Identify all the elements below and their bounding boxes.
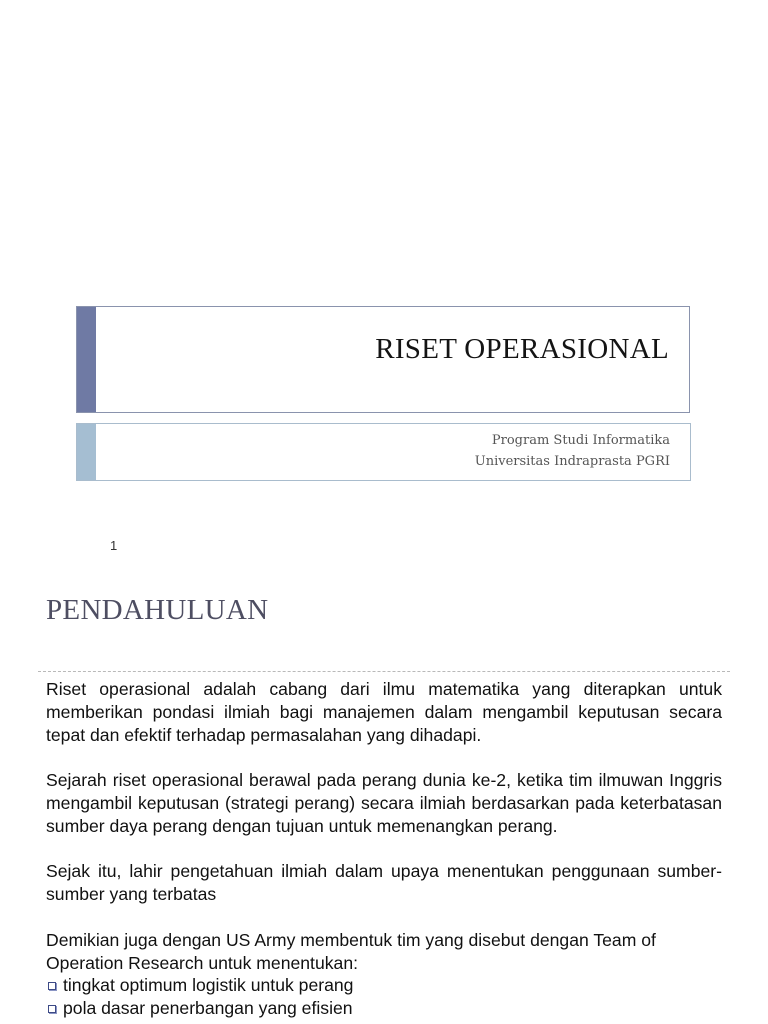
title-box [76, 306, 690, 413]
subtitle-line-university: Universitas Indraprasta PGRI [474, 454, 670, 469]
bullet-list [46, 974, 722, 1020]
title-accent-bar [77, 307, 96, 412]
dotted-divider [38, 671, 730, 672]
paragraph-since: Sejak itu, lahir pengetahuan ilmiah dalam upaya menentukan penggunaan sumber-sumber yang terbatas [46, 861, 722, 905]
paragraph-history: Sejarah riset operasional berawal pada perang dunia ke-2, ketika tim ilmuwan Inggris mengambil keputusan (strategi perang) secara ilmiah berdasarkan pada keterbatasan sumber daya perang dengan tujuan untuk memenangkan perang. [46, 770, 722, 836]
subtitle-box [76, 423, 691, 481]
section-heading: PENDAHULUAN [46, 594, 269, 626]
paragraph-us-army: Demikian juga dengan US Army membentuk tim yang disebut dengan Team of Operation Research untuk menentukan: [46, 929, 656, 973]
page-number: 1 [110, 538, 118, 553]
list-item [46, 974, 722, 997]
list-item [46, 997, 722, 1020]
subtitle-line-program: Program Studi Informatika [491, 433, 670, 448]
square-bullet-icon [48, 982, 56, 990]
slide-title: RISET OPERASIONAL [375, 333, 669, 365]
square-bullet-icon [48, 1005, 56, 1013]
list-item-text: tingkat optimum logistik untuk perang [63, 975, 354, 996]
subtitle-accent-bar [77, 424, 96, 480]
body-text [46, 678, 722, 1020]
list-item-text: pola dasar penerbangan yang efisien [63, 998, 353, 1019]
subtitle [475, 430, 670, 472]
paragraph-definition: Riset operasional adalah cabang dari ilmu matematika yang diterapkan untuk memberikan pondasi ilmiah bagi manajemen dalam mengambil keputusan secara tepat dan efektif terhadap permasalahan yang dihadapi. [46, 679, 722, 745]
